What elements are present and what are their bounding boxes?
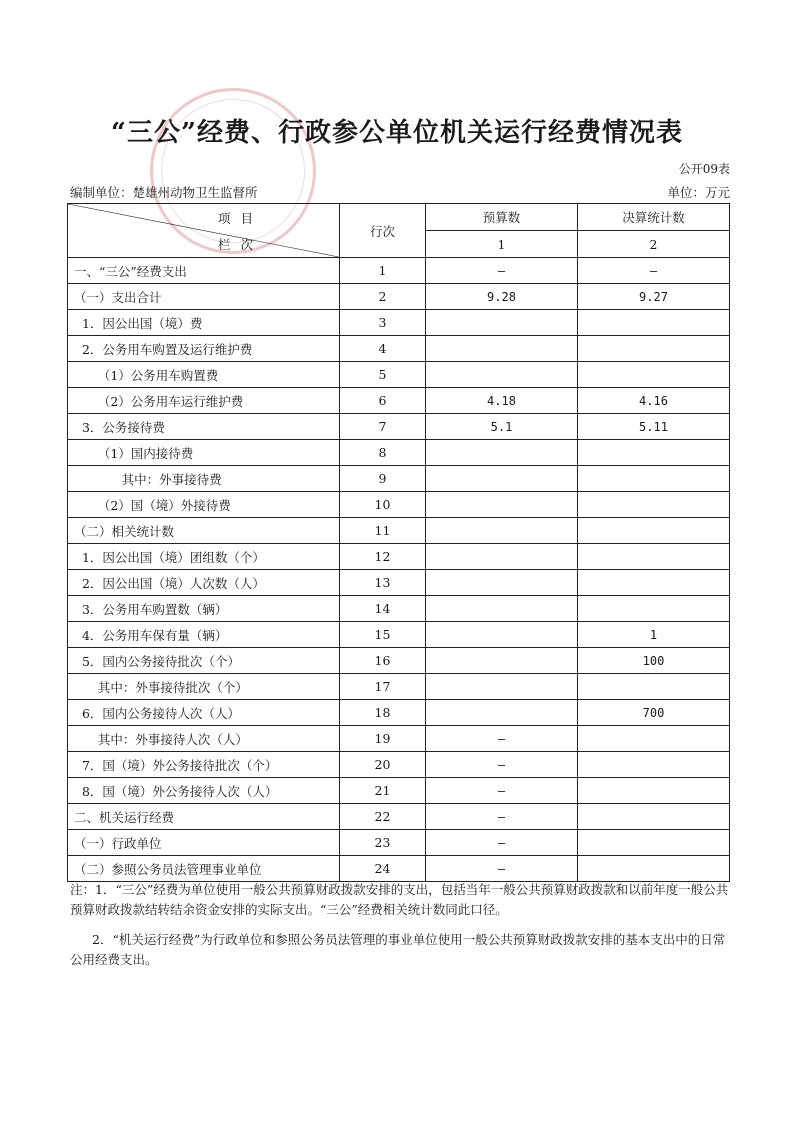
row-budget: — xyxy=(426,752,578,778)
row-final: 100 xyxy=(578,648,730,674)
row-item: 其中：外事接待批次（个） xyxy=(68,674,340,700)
row-final xyxy=(578,336,730,362)
row-budget xyxy=(426,310,578,336)
row-budget: — xyxy=(426,830,578,856)
table-row xyxy=(68,466,730,492)
row-final: 9.27 xyxy=(578,284,730,310)
row-final xyxy=(578,518,730,544)
table-row xyxy=(68,310,730,336)
currency-unit: 单位：万元 xyxy=(667,185,730,200)
row-number: 23 xyxy=(340,830,426,856)
row-budget xyxy=(426,466,578,492)
row-item: （二）相关统计数 xyxy=(68,518,340,544)
row-budget xyxy=(426,440,578,466)
row-item: （1）公务用车购置费 xyxy=(68,362,340,388)
row-number: 2 xyxy=(340,284,426,310)
row-number: 3 xyxy=(340,310,426,336)
row-item: （一）行政单位 xyxy=(68,830,340,856)
table-row xyxy=(68,596,730,622)
row-number: 19 xyxy=(340,726,426,752)
row-number: 18 xyxy=(340,700,426,726)
row-final xyxy=(578,362,730,388)
form-number: 公开09表 xyxy=(678,162,730,176)
table-row xyxy=(68,778,730,804)
table-row xyxy=(68,700,730,726)
row-budget xyxy=(426,674,578,700)
table-row xyxy=(68,648,730,674)
row-final xyxy=(578,310,730,336)
row-budget xyxy=(426,648,578,674)
row-final xyxy=(578,856,730,882)
table-row xyxy=(68,622,730,648)
row-item: 其中：外事接待人次（人） xyxy=(68,726,340,752)
note-2: 2．“机关运行经费”为行政单位和参照公务员法管理的事业单位使用一般公共预算财政拨款安排的基本支出中的日常公用经费支出。 xyxy=(70,932,726,967)
row-final xyxy=(578,440,730,466)
row-final xyxy=(578,674,730,700)
table-row xyxy=(68,856,730,882)
expenditure-table xyxy=(67,203,730,882)
row-item: （1）国内接待费 xyxy=(68,440,340,466)
header-final: 决算统计数 xyxy=(578,204,730,231)
row-budget: — xyxy=(426,778,578,804)
table-row xyxy=(68,336,730,362)
header-final-col: 2 xyxy=(578,231,730,258)
row-budget xyxy=(426,570,578,596)
table-row xyxy=(68,674,730,700)
row-number: 12 xyxy=(340,544,426,570)
row-budget xyxy=(426,622,578,648)
row-budget xyxy=(426,518,578,544)
row-number: 21 xyxy=(340,778,426,804)
row-number: 22 xyxy=(340,804,426,830)
row-number: 6 xyxy=(340,388,426,414)
row-final xyxy=(578,778,730,804)
compiling-unit: 编制单位：楚雄州动物卫生监督所 xyxy=(70,185,258,200)
row-number: 1 xyxy=(340,258,426,284)
row-final xyxy=(578,544,730,570)
row-budget xyxy=(426,596,578,622)
row-item: 8．国（境）外公务接待人次（人） xyxy=(68,778,340,804)
row-item: 1．因公出国（境）团组数（个） xyxy=(68,544,340,570)
row-budget: — xyxy=(426,726,578,752)
row-budget: 9.28 xyxy=(426,284,578,310)
row-final: 5.11 xyxy=(578,414,730,440)
row-item: 4．公务用车保有量（辆） xyxy=(68,622,340,648)
row-number: 7 xyxy=(340,414,426,440)
notes xyxy=(70,880,730,970)
row-item: 1．因公出国（境）费 xyxy=(68,310,340,336)
row-item: 5．国内公务接待批次（个） xyxy=(68,648,340,674)
table-row xyxy=(68,518,730,544)
table-row xyxy=(68,258,730,284)
row-item: （一）支出合计 xyxy=(68,284,340,310)
row-budget xyxy=(426,492,578,518)
row-item: 其中：外事接待费 xyxy=(68,466,340,492)
row-budget: 5.1 xyxy=(426,414,578,440)
row-item: （二）参照公务员法管理事业单位 xyxy=(68,856,340,882)
row-item: 3．公务用车购置数（辆） xyxy=(68,596,340,622)
row-final xyxy=(578,466,730,492)
row-final: 4.16 xyxy=(578,388,730,414)
row-item: （2）公务用车运行维护费 xyxy=(68,388,340,414)
row-number: 15 xyxy=(340,622,426,648)
row-number: 24 xyxy=(340,856,426,882)
row-final xyxy=(578,726,730,752)
page-title: “三公”经费、行政参公单位机关运行经费情况表 xyxy=(111,118,683,148)
row-number: 13 xyxy=(340,570,426,596)
row-item: 2．因公出国（境）人次数（人） xyxy=(68,570,340,596)
table-row xyxy=(68,752,730,778)
row-item: 3．公务接待费 xyxy=(68,414,340,440)
row-final: — xyxy=(578,258,730,284)
row-budget: 4.18 xyxy=(426,388,578,414)
table-row xyxy=(68,440,730,466)
row-number: 11 xyxy=(340,518,426,544)
row-item: （2）国（境）外接待费 xyxy=(68,492,340,518)
row-final xyxy=(578,596,730,622)
row-item: 一、“三公”经费支出 xyxy=(68,258,340,284)
row-number: 20 xyxy=(340,752,426,778)
row-number: 16 xyxy=(340,648,426,674)
note-1: 注：1．“三公”经费为单位使用一般公共预算财政拨款安排的支出，包括当年一般公共预算财政拨款和以前年度一般公共预算财政拨款结转结余资金安排的实际支出。“三公”经费相关统计数同此口径。 xyxy=(70,882,729,917)
table-row xyxy=(68,726,730,752)
header-item-cell xyxy=(68,204,340,258)
table-row xyxy=(68,830,730,856)
row-item: 7．国（境）外公务接待批次（个） xyxy=(68,752,340,778)
header-column-label: 栏次 xyxy=(218,237,264,252)
row-budget xyxy=(426,362,578,388)
row-final: 700 xyxy=(578,700,730,726)
table-row xyxy=(68,570,730,596)
header-row-no: 行次 xyxy=(340,204,426,258)
diagonal-divider xyxy=(68,204,339,257)
table-row xyxy=(68,284,730,310)
table-row xyxy=(68,388,730,414)
row-number: 14 xyxy=(340,596,426,622)
row-number: 4 xyxy=(340,336,426,362)
row-final: 1 xyxy=(578,622,730,648)
header-budget: 预算数 xyxy=(426,204,578,231)
row-final xyxy=(578,752,730,778)
row-budget: — xyxy=(426,258,578,284)
table-row xyxy=(68,362,730,388)
row-final xyxy=(578,570,730,596)
table-row xyxy=(68,414,730,440)
row-final xyxy=(578,804,730,830)
table-row xyxy=(68,544,730,570)
table-row xyxy=(68,804,730,830)
row-number: 10 xyxy=(340,492,426,518)
row-item: 6．国内公务接待人次（人） xyxy=(68,700,340,726)
row-number: 8 xyxy=(340,440,426,466)
row-budget xyxy=(426,336,578,362)
row-budget: — xyxy=(426,804,578,830)
row-number: 9 xyxy=(340,466,426,492)
header-row-1 xyxy=(68,204,730,231)
row-item: 二、机关运行经费 xyxy=(68,804,340,830)
row-final xyxy=(578,492,730,518)
header-item-label: 项目 xyxy=(218,211,264,226)
table-row xyxy=(68,492,730,518)
row-budget: — xyxy=(426,856,578,882)
row-number: 17 xyxy=(340,674,426,700)
row-final xyxy=(578,830,730,856)
row-budget xyxy=(426,544,578,570)
header-budget-col: 1 xyxy=(426,231,578,258)
row-budget xyxy=(426,700,578,726)
row-number: 5 xyxy=(340,362,426,388)
row-item: 2．公务用车购置及运行维护费 xyxy=(68,336,340,362)
